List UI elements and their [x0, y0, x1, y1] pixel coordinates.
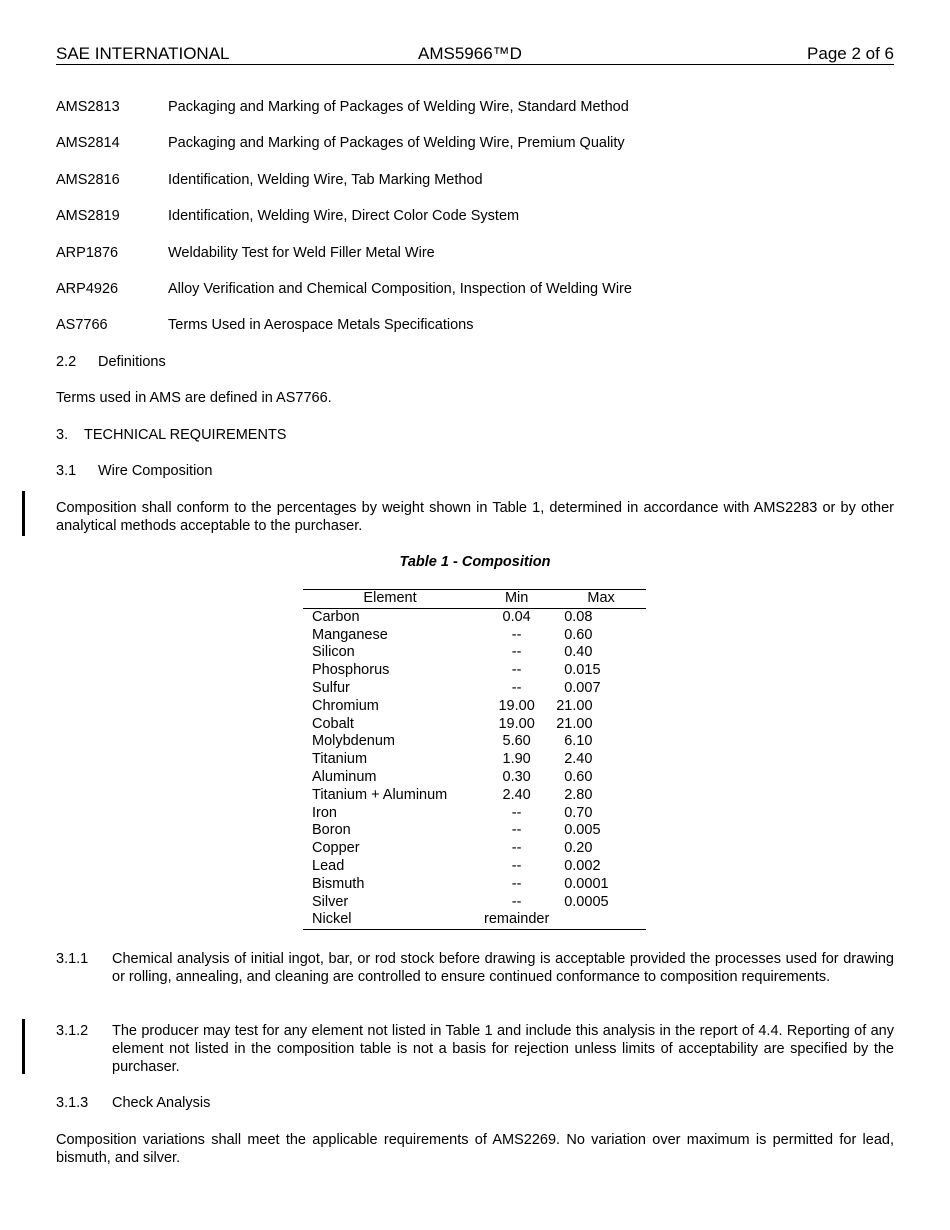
column-header-element: Element — [303, 590, 477, 609]
section-2-2-title: Definitions — [98, 354, 166, 370]
reference-title: Alloy Verification and Chemical Composition, Inspection of Welding Wire — [168, 281, 632, 297]
reference-title: Terms Used in Aerospace Metals Specifications — [168, 317, 474, 333]
cell-max: 0.60 — [564, 626, 593, 643]
cell-element: Sulfur — [312, 679, 350, 696]
reference-code: AMS2819 — [56, 208, 120, 224]
cell-min: -- — [511, 822, 522, 839]
cell-max: 2.80 — [564, 786, 593, 803]
cell-min: 5.60 — [502, 733, 531, 750]
cell-max: 0.007 — [564, 679, 601, 696]
cell-min: 1.90 — [502, 751, 531, 768]
section-3-1-2-number: 3.1.2 — [56, 1023, 89, 1039]
section-3-1-number: 3.1 — [56, 463, 77, 479]
table-row — [303, 840, 646, 858]
cell-max: 0.005 — [564, 822, 601, 839]
table-row — [303, 805, 646, 823]
reference-code: AMS2816 — [56, 172, 120, 188]
cell-element: Titanium — [312, 751, 368, 768]
cell-max: 0.015 — [564, 662, 601, 679]
cell-max: 0.40 — [564, 644, 593, 661]
cell-element: Bismuth — [312, 875, 365, 892]
cell-element: Phosphorus — [312, 662, 390, 679]
table-row — [303, 769, 646, 787]
cell-min: -- — [511, 804, 522, 821]
reference-code: AS7766 — [56, 317, 108, 333]
table-row — [303, 627, 646, 645]
reference-title: Weldability Test for Weld Filler Metal Wire — [168, 245, 435, 261]
cell-min: 2.40 — [502, 786, 531, 803]
reference-title: Packaging and Marking of Packages of Welding Wire, Standard Method — [168, 99, 629, 115]
reference-title: Packaging and Marking of Packages of Welding Wire, Premium Quality — [168, 135, 625, 151]
cell-max: 0.08 — [564, 608, 593, 625]
table-row — [303, 894, 646, 912]
reference-title: Identification, Welding Wire, Tab Marking Method — [168, 172, 483, 188]
cell-min: -- — [511, 626, 522, 643]
cell-element: Silver — [312, 893, 349, 910]
table-row — [303, 662, 646, 680]
reference-title: Identification, Welding Wire, Direct Color Code System — [168, 208, 520, 224]
cell-max: 21.00 — [556, 697, 593, 714]
cell-min: 19.00 — [498, 697, 535, 714]
table-row — [303, 733, 646, 751]
section-3-1-1-text: Chemical analysis of initial ingot, bar, or rod stock before drawing is acceptable provided the processes used for drawing or rolling, annealing, and cleaning are controlled to ensure continued conformance to composition requirements. — [112, 951, 894, 985]
cell-max: 21.00 — [556, 715, 593, 732]
cell-max: 0.70 — [564, 804, 593, 821]
table-row — [303, 822, 646, 840]
cell-element: Manganese — [312, 626, 388, 643]
header-document-id: AMS5966™D — [418, 44, 522, 63]
section-3-number: 3. — [56, 427, 69, 443]
reference-code: ARP4926 — [56, 281, 119, 297]
reference-code: ARP1876 — [56, 245, 119, 261]
cell-min: -- — [511, 644, 522, 661]
cell-max: 0.20 — [564, 840, 593, 857]
revision-bar — [22, 491, 25, 536]
check-analysis-paragraph: Composition variations shall meet the applicable requirements of AMS2269. No variation over maximum is permitted for lead, bismuth, and silver. — [56, 1132, 894, 1166]
table-row — [303, 698, 646, 716]
revision-bar — [22, 1019, 25, 1074]
cell-element: Chromium — [312, 697, 379, 714]
cell-min: remainder — [477, 911, 556, 929]
cell-element: Titanium + Aluminum — [312, 786, 448, 803]
table-row — [303, 751, 646, 769]
cell-min: 0.30 — [502, 768, 531, 785]
composition-table — [303, 589, 646, 930]
cell-element: Silicon — [312, 644, 355, 661]
cell-min: -- — [511, 875, 522, 892]
table-header-row — [303, 590, 646, 609]
section-2-2-number: 2.2 — [56, 354, 77, 370]
composition-paragraph: Composition shall conform to the percentages by weight shown in Table 1, determined in accordance with AMS2283 or by other analytical methods acceptable to the purchaser. — [56, 500, 894, 534]
cell-min: 19.00 — [498, 715, 535, 732]
cell-max: 0.002 — [564, 857, 601, 874]
table-row — [303, 716, 646, 734]
cell-min: -- — [511, 857, 522, 874]
section-3-1-2-text: The producer may test for any element not listed in Table 1 and include this analysis in the report of 4.4. Reporting of any element not listed in the composition table is not a basis for rejection unless limits of acceptability are specified by the purchaser. — [112, 1023, 894, 1075]
cell-element: Boron — [312, 822, 351, 839]
cell-min: -- — [511, 840, 522, 857]
table-caption: Table 1 - Composition — [399, 554, 551, 570]
cell-element: Iron — [312, 804, 337, 821]
cell-element: Aluminum — [312, 768, 377, 785]
cell-max: 6.10 — [564, 733, 593, 750]
cell-element: Copper — [312, 840, 360, 857]
table-row — [303, 608, 646, 626]
reference-code: AMS2813 — [56, 99, 120, 115]
cell-element: Cobalt — [312, 715, 354, 732]
header-page-number: Page 2 of 6 — [807, 44, 894, 63]
reference-code: AMS2814 — [56, 135, 120, 151]
table-row — [303, 911, 646, 929]
table-row — [303, 680, 646, 698]
table-row — [303, 644, 646, 662]
cell-min: 0.04 — [502, 608, 531, 625]
cell-min: -- — [511, 662, 522, 679]
header-organization: SAE INTERNATIONAL — [56, 44, 230, 63]
page-header — [56, 44, 894, 65]
cell-max: 0.0001 — [564, 875, 609, 892]
section-3-1-title: Wire Composition — [98, 463, 213, 479]
cell-element: Carbon — [312, 608, 360, 625]
cell-max — [556, 911, 646, 929]
table-row — [303, 876, 646, 894]
section-3-1-1-number: 3.1.1 — [56, 951, 89, 967]
cell-max: 0.60 — [564, 768, 593, 785]
definitions-paragraph: Terms used in AMS are defined in AS7766. — [56, 390, 332, 406]
cell-max: 2.40 — [564, 751, 593, 768]
cell-max: 0.0005 — [564, 893, 609, 910]
section-3-title: TECHNICAL REQUIREMENTS — [84, 427, 287, 443]
cell-min: -- — [511, 679, 522, 696]
cell-element: Nickel — [303, 911, 477, 929]
cell-element: Molybdenum — [312, 733, 396, 750]
column-header-max: Max — [556, 590, 646, 609]
table-row — [303, 858, 646, 876]
section-3-1-3-number: 3.1.3 — [56, 1095, 89, 1111]
table-row — [303, 787, 646, 805]
cell-min: -- — [511, 893, 522, 910]
section-3-1-3-title: Check Analysis — [112, 1095, 211, 1111]
column-header-min: Min — [477, 590, 556, 609]
cell-element: Lead — [312, 857, 345, 874]
